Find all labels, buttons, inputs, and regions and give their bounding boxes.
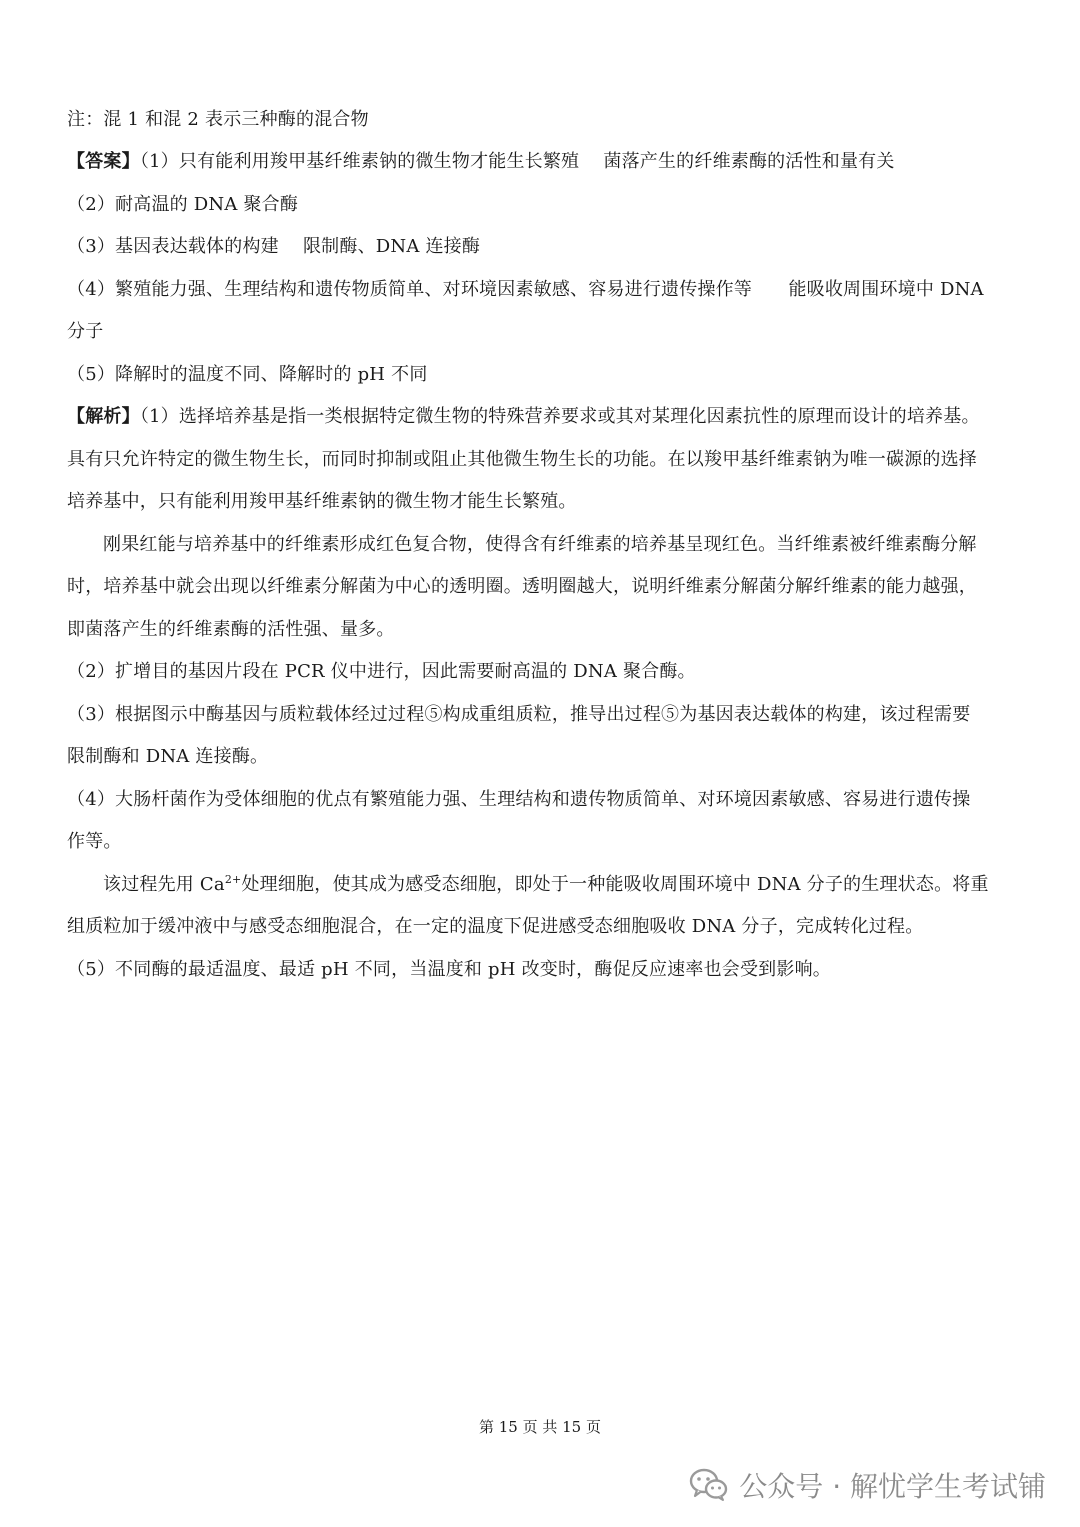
analysis-p4-line-1: （3）根据图示中酶基因与质粒载体经过过程⑤构成重组质粒，推导出过程⑤为基因表达载体的构建，该过程需要	[67, 704, 971, 725]
answer-2: （2）耐高温的 DNA 聚合酶	[67, 194, 299, 215]
analysis-p6-line-1	[103, 873, 989, 897]
analysis-p6-after: 处理细胞，使其成为感受态细胞，即处于一种能吸收周围环境中 DNA 分子的生理状态。将重	[241, 874, 989, 895]
answer-4-line-2: 分子	[67, 321, 104, 342]
analysis-p2-line-3: 即菌落产生的纤维素酶的活性强、量多。	[67, 619, 395, 640]
analysis-p4-line-2: 限制酶和 DNA 连接酶。	[67, 746, 269, 767]
analysis-line-1	[67, 405, 980, 429]
note-text: 注：混 1 和混 2 表示三种酶的混合物	[67, 109, 369, 130]
analysis-p1-line-2: 具有只允许特定的微生物生长，而同时抑制或阻止其他微生物生长的功能。在以羧甲基纤维素钠为唯一碳源的选择	[67, 449, 977, 470]
answer-tag: 【答案】	[67, 151, 140, 172]
wechat-icon	[689, 1468, 729, 1502]
answer-4-line-1: （4）繁殖能力强、生理结构和遗传物质简单、对环境因素敏感、容易进行遗传操作等 能吸收周围环境中 DNA	[67, 279, 984, 300]
answer-5: （5）降解时的温度不同、降解时的 pH 不同	[67, 364, 428, 385]
calcium-charge: 2+	[224, 873, 242, 886]
analysis-p1-line-3: 培养基中，只有能利用羧甲基纤维素钠的微生物才能生长繁殖。	[67, 491, 577, 512]
analysis-p6-line-2: 组质粒加于缓冲液中与感受态细胞混合，在一定的温度下促进感受态细胞吸收 DNA 分子，完成转化过程。	[67, 916, 924, 937]
analysis-p6-before: 该过程先用 Ca	[103, 874, 225, 895]
watermark-text: 公众号 · 解忧学生考试铺	[739, 1470, 1046, 1503]
answer-3: （3）基因表达载体的构建 限制酶、DNA 连接酶	[67, 236, 481, 257]
analysis-p1-line-1: （1）选择培养基是指一类根据特定微生物的特殊营养要求或其对某理化因素抗性的原理而设计的培养基。	[139, 406, 980, 427]
analysis-p5-line-1: （4）大肠杆菌作为受体细胞的优点有繁殖能力强、生理结构和遗传物质简单、对环境因素敏感、容易进行遗传操	[67, 789, 971, 810]
analysis-p2-line-2: 时，培养基中就会出现以纤维素分解菌为中心的透明圈。透明圈越大，说明纤维素分解菌分解纤维素的能力越强，	[67, 576, 977, 597]
answer-1: （1）只有能利用羧甲基纤维素钠的微生物才能生长繁殖 菌落产生的纤维素酶的活性和量有关	[139, 151, 895, 172]
analysis-tag: 【解析】	[67, 406, 140, 427]
analysis-p5-line-2: 作等。	[67, 831, 122, 852]
page-number: 第 15 页 共 15 页	[478, 1418, 601, 1436]
answer-line-1	[67, 150, 895, 174]
watermark	[689, 1465, 1046, 1505]
analysis-p7: （5）不同酶的最适温度、最适 pH 不同，当温度和 pH 改变时，酶促反应速率也会受到影响。	[67, 959, 831, 980]
analysis-p3: （2）扩增目的基因片段在 PCR 仪中进行，因此需要耐高温的 DNA 聚合酶。	[67, 661, 696, 682]
analysis-p2-line-1: 刚果红能与培养基中的纤维素形成红色复合物，使得含有纤维素的培养基呈现红色。当纤维素被纤维素酶分解	[103, 534, 977, 555]
